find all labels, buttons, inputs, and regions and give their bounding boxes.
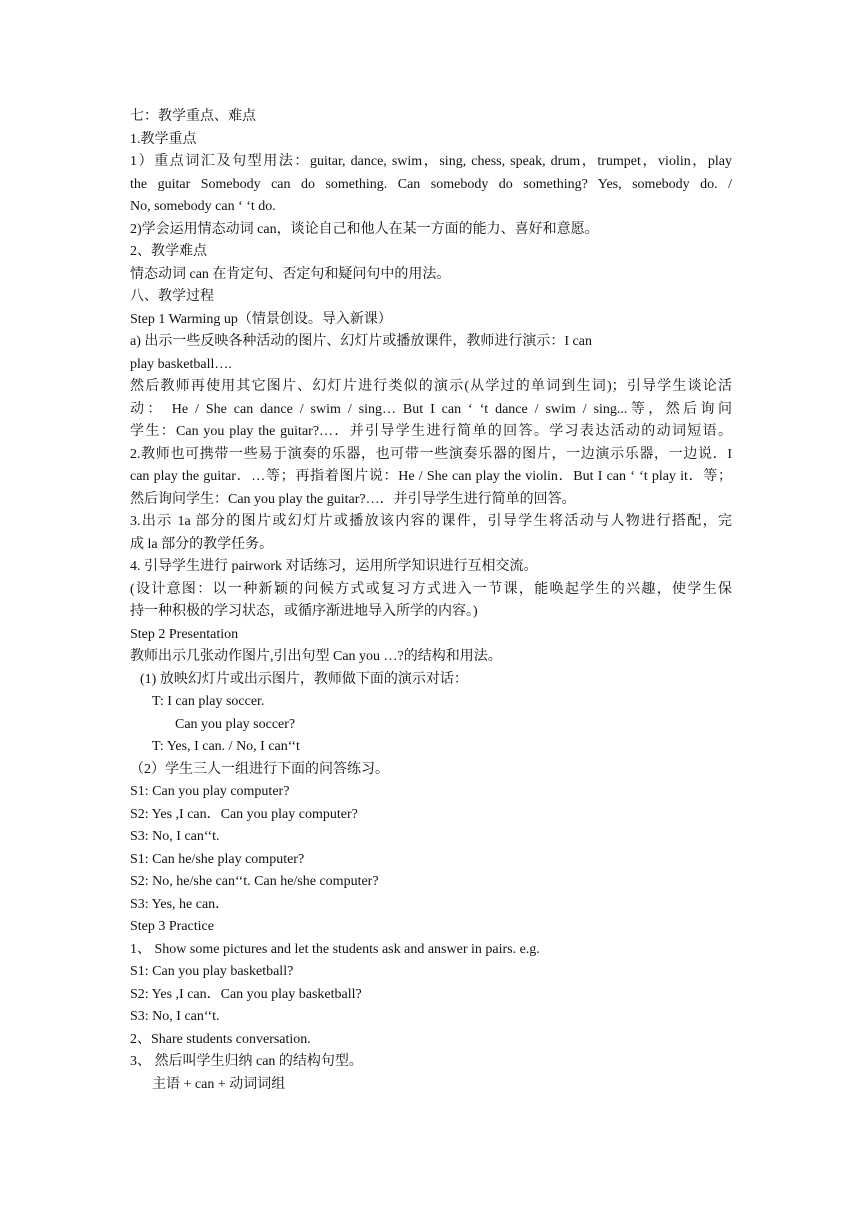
paragraph-line: (设计意图：以一种新颖的问候方式或复习方式进入一节课，能唤起学生的兴趣，使学生保 xyxy=(130,581,732,597)
dialogue-line: S3: Yes, he can． xyxy=(130,896,230,912)
paragraph-line: 2)学会运用情态动词 can，谈论自己和他人在某一方面的能力、喜好和意愿。 xyxy=(130,221,599,237)
section-heading: 八、教学过程 xyxy=(130,289,214,304)
paragraph-line: the guitar Somebody can do something. Can somebody do something? Yes, somebody do. / xyxy=(130,176,732,192)
paragraph-line: 4. 引导学生进行 pairwork 对话练习，运用所学知识进行互相交流。 xyxy=(130,559,538,574)
paragraph-line: （2）学生三人一组进行下面的问答练习。 xyxy=(130,761,389,777)
paragraph-line: 2.教师也可携带一些易于演奏的乐器，也可带一些演奏乐器的图片，一边演示乐器，一边说．I xyxy=(130,446,732,462)
paragraph-line: 1）重点词汇及句型用法：guitar, dance, swim，sing, chess, speak, drum，trumpet，violin，play xyxy=(130,154,732,169)
subheading: 2、教学难点 xyxy=(130,244,207,259)
paragraph-line: (1) 放映幻灯片或出示图片，教师做下面的演示对话： xyxy=(140,671,468,687)
paragraph-line: 持一种积极的学习状态，或循序渐进地导入所学的内容。) xyxy=(130,604,478,619)
paragraph-line: 1、 Show some pictures and let the students ask and answer in pairs. e.g. xyxy=(130,941,540,957)
step-heading: Step 1 Warming up（情景创设。导入新课） xyxy=(130,311,392,327)
paragraph-line: 动： He / She can dance / swim / sing… But I can ‘ ‘t dance / swim / sing...等，然后询问 xyxy=(130,401,732,417)
paragraph-line: 然后教师再使用其它图片、幻灯片进行类似的演示(从学过的单词到生词)；引导学生谈论活 xyxy=(130,379,732,394)
dialogue-line: Can you play soccer? xyxy=(175,716,296,732)
paragraph-line: play basketball…. xyxy=(130,356,232,372)
dialogue-line: S1: Can you play basketball? xyxy=(130,964,294,979)
paragraph-line: 教师出示几张动作图片,引出句型 Can you …?的结构和用法。 xyxy=(130,649,502,664)
dialogue-line: S1: Can he/she play computer? xyxy=(130,851,305,867)
step-heading: Step 3 Practice xyxy=(130,919,214,934)
paragraph-line: can play the guitar．…等；再指着图片说：He / She can play the violin．But I can ‘ ‘t play it．等； xyxy=(130,469,732,484)
dialogue-line: S3: No, I can‘‘t. xyxy=(130,829,220,844)
dialogue-line: S1: Can you play computer? xyxy=(130,784,290,799)
paragraph-line: 2、Share students conversation. xyxy=(130,1031,311,1047)
document-body xyxy=(130,106,732,1096)
paragraph-line: 学生：Can you play the guitar?…．并引导学生进行简单的回答。学习表达活动的动词短语。 xyxy=(130,424,732,439)
paragraph-line: 3.出示 1a 部分的图片或幻灯片或播放该内容的课件，引导学生将活动与人物进行搭配，完 xyxy=(130,514,732,529)
paragraph-line: 成 la 部分的教学任务。 xyxy=(130,536,274,552)
dialogue-line: T: I can play soccer. xyxy=(152,694,265,709)
subheading: 1.教学重点 xyxy=(130,131,197,147)
dialogue-line: S2: Yes ,I can．Can you play basketball? xyxy=(130,986,362,1002)
step-heading: Step 2 Presentation xyxy=(130,626,239,642)
dialogue-line: S2: No, he/she can‘‘t. Can he/she computer? xyxy=(130,874,379,889)
paragraph-line: 3、 然后叫学生归纳 can 的结构句型。 xyxy=(130,1054,363,1069)
dialogue-line: T: Yes, I can. / No, I can‘‘t xyxy=(152,739,300,754)
paragraph-line: 情态动词 can 在肯定句、否定句和疑问句中的用法。 xyxy=(130,266,451,282)
section-heading: 七：教学重点、难点 xyxy=(130,109,256,124)
dialogue-line: S3: No, I can‘‘t. xyxy=(130,1009,220,1024)
formula-line: 主语 + can + 动词词组 xyxy=(152,1076,286,1092)
paragraph-line: 然后询问学生：Can you play the guitar?…．并引导学生进行简单的回答。 xyxy=(130,491,576,507)
dialogue-line: S2: Yes ,I can．Can you play computer? xyxy=(130,806,358,822)
paragraph-line: a) 出示一些反映各种活动的图片、幻灯片或播放课件，教师进行演示：I can xyxy=(130,334,592,349)
paragraph-line: No, somebody can ‘ ‘t do. xyxy=(130,199,276,214)
